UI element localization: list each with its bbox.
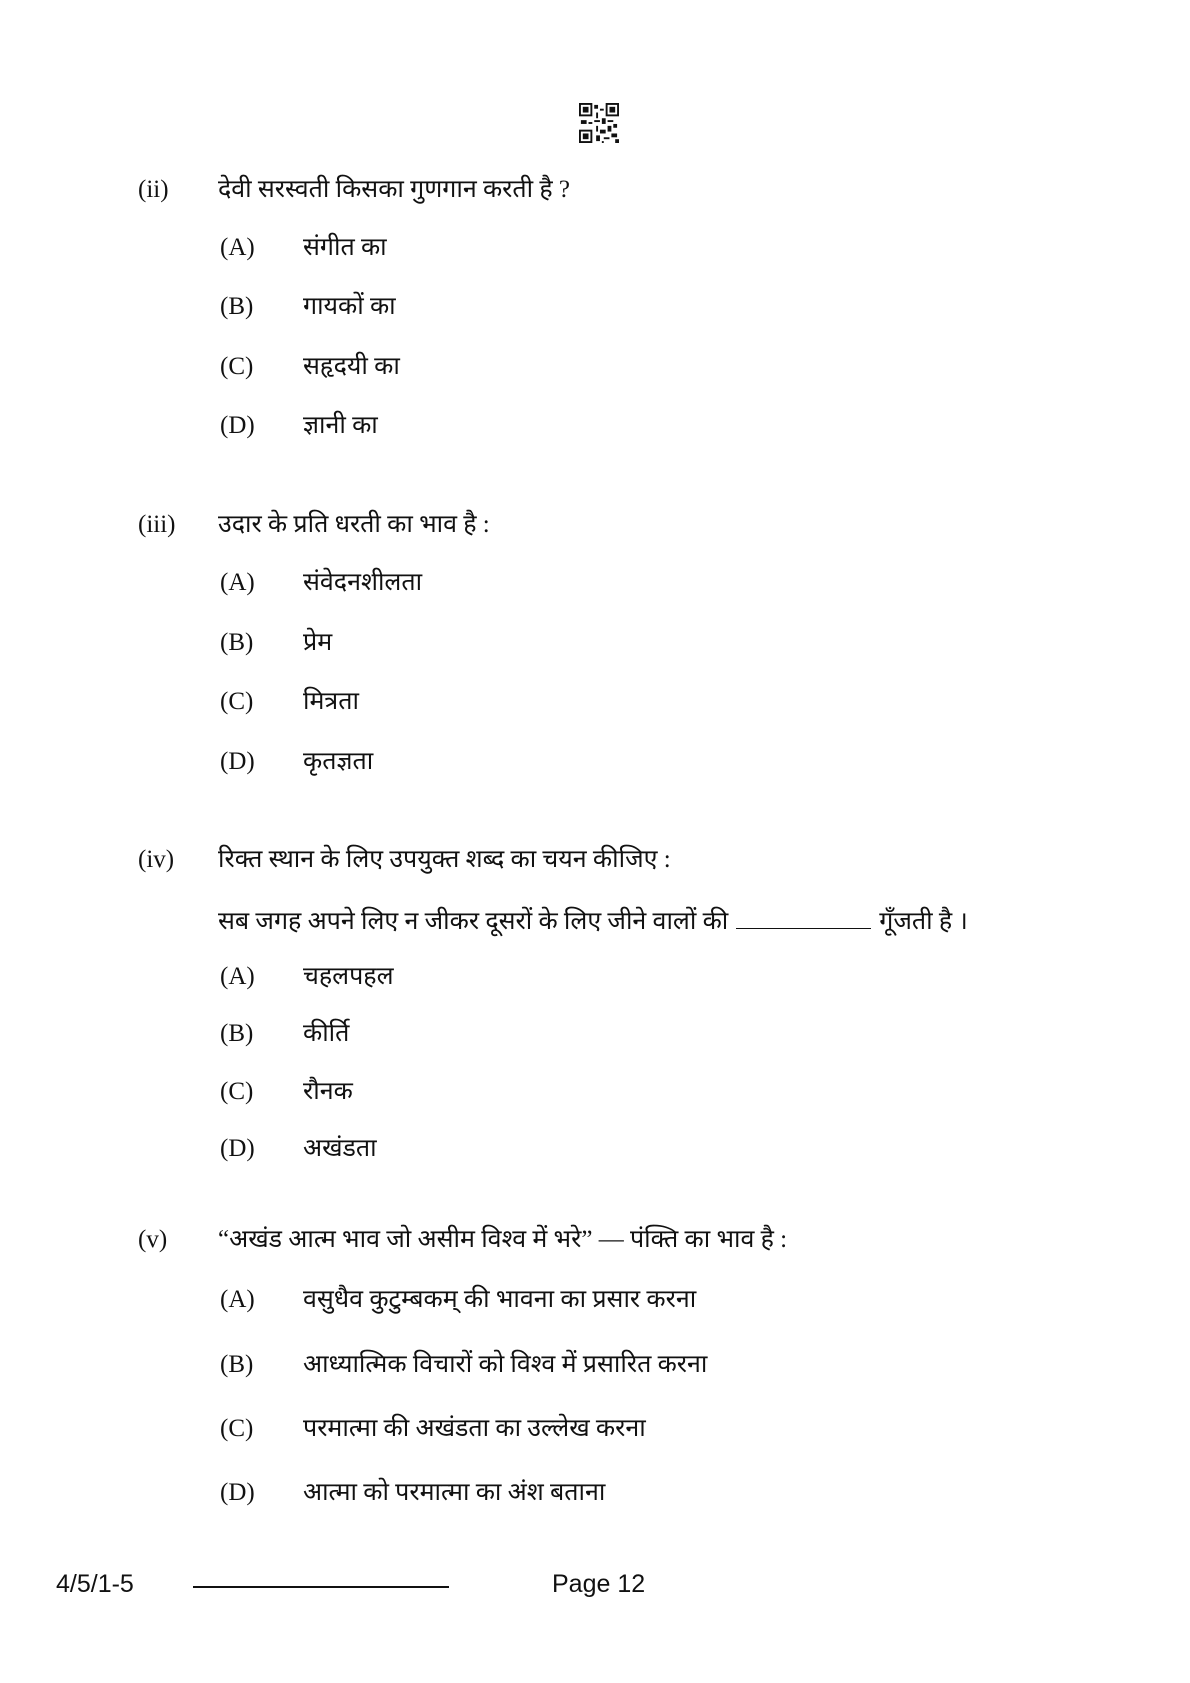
question-text: देवी सरस्वती किसका गुणगान करती है ? bbox=[218, 176, 570, 203]
option-label: (C) bbox=[220, 1078, 254, 1105]
option-label: (B) bbox=[220, 629, 254, 656]
sentence-after: गूँजती है । bbox=[879, 908, 968, 935]
question-number: (iii) bbox=[138, 511, 176, 538]
option-label: (C) bbox=[220, 353, 254, 380]
question-text: रिक्त स्थान के लिए उपयुक्त शब्द का चयन कीजिए : bbox=[218, 846, 671, 873]
option-text: संगीत का bbox=[303, 234, 387, 261]
blank-line bbox=[736, 906, 871, 929]
option-text: गायकों का bbox=[303, 293, 396, 320]
option-label: (C) bbox=[220, 688, 254, 715]
option-label: (D) bbox=[220, 1479, 255, 1506]
option-text: प्रेम bbox=[303, 629, 333, 656]
option-label: (C) bbox=[220, 1415, 254, 1442]
option-label: (B) bbox=[220, 1020, 254, 1047]
option-text: कृतज्ञता bbox=[303, 748, 374, 775]
question-number: (iv) bbox=[138, 846, 175, 873]
option-text: वसुधैव कुटुम्बकम् की भावना का प्रसार करना bbox=[303, 1286, 697, 1313]
option-label: (D) bbox=[220, 1135, 255, 1162]
option-label: (D) bbox=[220, 748, 255, 775]
option-text: आध्यात्मिक विचारों को विश्व में प्रसारित करना bbox=[303, 1351, 708, 1378]
option-label: (A) bbox=[220, 234, 255, 261]
qr-code-icon bbox=[579, 103, 619, 143]
option-label: (A) bbox=[220, 569, 255, 596]
option-text: ज्ञानी का bbox=[303, 412, 378, 439]
option-text: संवेदनशीलता bbox=[303, 569, 423, 596]
question-text: “अखंड आत्म भाव जो असीम विश्व में भरे” — पंक्ति का भाव है : bbox=[218, 1226, 788, 1253]
option-text: आत्मा को परमात्मा का अंश बताना bbox=[303, 1479, 606, 1506]
option-label: (A) bbox=[220, 963, 255, 990]
option-label: (D) bbox=[220, 412, 255, 439]
question-text: उदार के प्रति धरती का भाव है : bbox=[218, 511, 490, 538]
option-text: सहृदयी का bbox=[303, 353, 400, 380]
paper-code: 4/5/1-5 bbox=[56, 1570, 134, 1598]
footer-divider bbox=[193, 1586, 449, 1588]
option-text: अखंडता bbox=[303, 1135, 377, 1162]
option-label: (B) bbox=[220, 1351, 254, 1378]
option-text: मित्रता bbox=[303, 688, 359, 715]
option-label: (B) bbox=[220, 293, 254, 320]
option-text: कीर्ति bbox=[303, 1020, 350, 1047]
option-label: (A) bbox=[220, 1286, 255, 1313]
question-number: (v) bbox=[138, 1226, 168, 1253]
sentence-before: सब जगह अपने लिए न जीकर दूसरों के लिए जीने वालों की bbox=[218, 908, 729, 935]
option-text: रौनक bbox=[303, 1078, 353, 1105]
question-number: (ii) bbox=[138, 176, 169, 203]
page-number: Page 12 bbox=[552, 1570, 646, 1598]
option-text: परमात्मा की अखंडता का उल्लेख करना bbox=[303, 1415, 646, 1442]
option-text: चहलपहल bbox=[303, 963, 394, 990]
